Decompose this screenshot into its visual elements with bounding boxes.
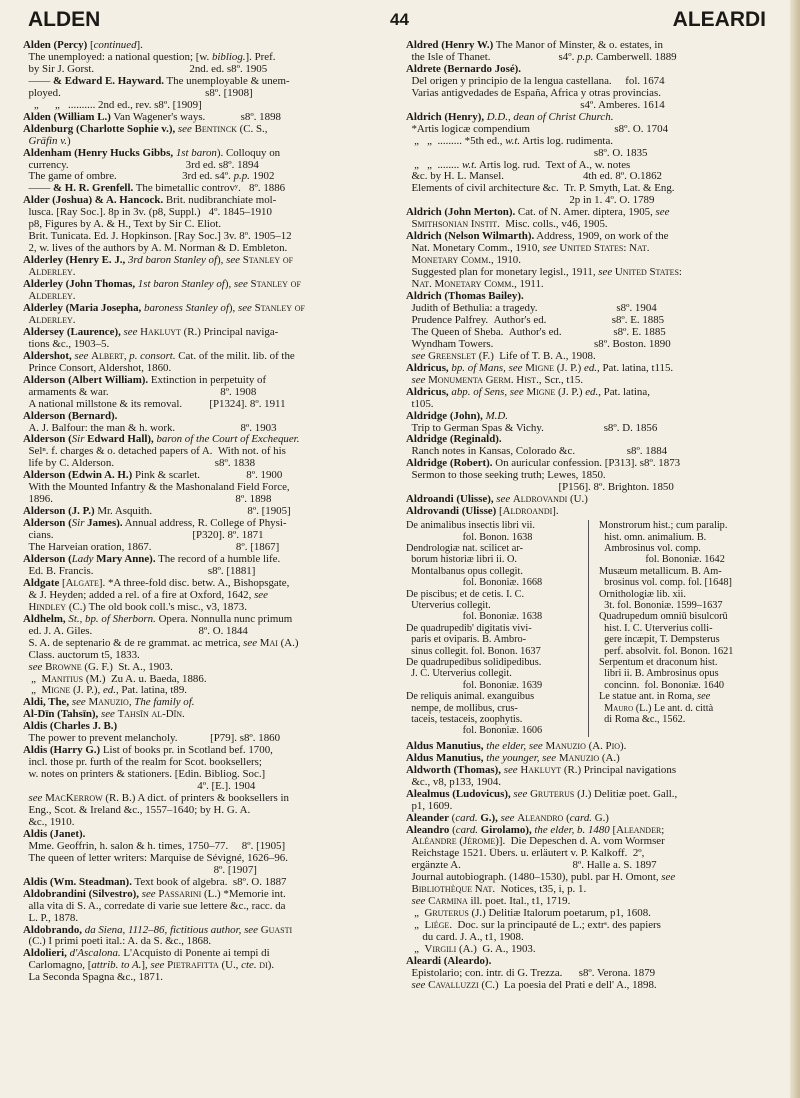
catalogue-line: Bibliothèque Nat. Notices, t35, i, p. 1. [411, 884, 587, 896]
catalogue-line: Aldis (Wm. Steadman). Text book of algebra. s8º. O. 1887 [23, 876, 287, 888]
catalogue-line: Le statue ant. in Roma, see [599, 691, 711, 703]
catalogue-line: Alderley (Henry E. J., 3rd baron Stanley of), see Stanley of [23, 255, 294, 267]
catalogue-line: Aldricus, bp. of Mans, see Migne (J. P.) ed., Pat. latina, t115. [406, 362, 674, 374]
catalogue-line: Alealmus (Ludovicus), see Gruterus (J.) Delitiæ poet. Gall., [406, 788, 678, 800]
catalogue-line: see MacKerrow (R. B.) A dict. of printers & booksellers in [28, 793, 289, 805]
catalogue-line: 2p in 1. 4º. O. 1789 [406, 195, 655, 207]
catalogue-line: hist. omn. animalium. B. [599, 531, 707, 543]
running-head-left: ALDEN [28, 8, 101, 31]
catalogue-line: Aldis (Janet). [23, 828, 86, 840]
catalogue-line: J. C. Uterverius collegit. [406, 668, 512, 680]
catalogue-line: (C.) I primi poeti ital.: A. da S. &c., 1868. [23, 936, 212, 948]
catalogue-line: De piscibus; et de cetis. I. C. [406, 588, 525, 600]
catalogue-line: The game of ombre. 3rd ed. s4º. p.p. 1902 [23, 171, 275, 183]
catalogue-line: The queen of letter writers: Marquise de Sévigné, 1626–96. [23, 852, 288, 864]
catalogue-line: Varias antigvedades de España, Africa y otras provincias. [406, 87, 661, 99]
catalogue-line: p8, Figures by A. & H., Text by Sir C. Eliot. [23, 219, 222, 231]
catalogue-line: Reichstage 1521. Übers. u. erläutert v. P. Kalkoff. 2º, [406, 848, 645, 860]
catalogue-line: Aldgate [Algate]. *A three-fold disc. betw. A., Bishopsgate, [23, 577, 290, 589]
catalogue-line: Class. auctorum t5, 1833. [23, 649, 140, 661]
catalogue-line: concinn. fol. Bononiæ. 1640 [599, 679, 724, 691]
catalogue-line: alla vita di S. A., corredate di varie sue lettere &c., racc. da [23, 900, 286, 912]
catalogue-line: brosinus vol. comp. fol. [1648] [599, 577, 732, 589]
catalogue-line: Aldred (Henry W.) The Manor of Minster, & o. estates, in [406, 40, 663, 51]
catalogue-line: Aléandre (Jérome)]. Die Depeschen d. A. vom Wormser [411, 836, 665, 848]
catalogue-line: t105. [406, 398, 434, 410]
running-head-right: ALEARDI [672, 8, 766, 31]
catalogue-line: fol. Bononiæ. 1642 [599, 554, 725, 566]
catalogue-line: see Monumenta Germ. Hist., Scr., t15. [411, 374, 584, 386]
catalogue-line: Quadrupedum omniū bisulcorū [599, 611, 728, 623]
catalogue-line: A national millstone & its removal. [P1324]. 8º. 1911 [23, 398, 286, 410]
catalogue-line: di Roma &c., 1562. [599, 714, 686, 726]
left-column [23, 40, 389, 984]
catalogue-line: *Artis logicæ compendium s8º. O. 1704 [406, 123, 669, 135]
catalogue-line: Aldridge (John), M.D. [406, 410, 508, 422]
catalogue-line: borum historiæ libri ii. O. [406, 554, 517, 566]
page-edge [790, 0, 800, 1098]
catalogue-line: Alderley. [28, 314, 76, 326]
catalogue-line: incl. those pr. furth of the realm for Scot. booksellers; [23, 757, 262, 769]
catalogue-line: De animalibus insectis libri vii. [406, 520, 535, 532]
catalogue-line: ergänzte A. 8º. Halle a. S. 1897 [406, 860, 657, 872]
catalogue-line: Del origen y principio de la lengua castellana. fol. 1674 [406, 75, 665, 87]
catalogue-line: Musæum metallicum. B. Am- [599, 565, 722, 577]
catalogue-line: „ Gruterus (J.) Delitiæ Italorum poetarum, p1, 1608. [406, 908, 651, 920]
catalogue-line: Ornithologiæ lib. xii. [599, 588, 686, 600]
catalogue-line: ed. J. A. Giles. 8º. O. 1844 [23, 625, 248, 637]
catalogue-line: A. J. Balfour: the man & h. work. 8º. 1903 [23, 422, 277, 434]
catalogue-line: see Browne (G. F.) St. A., 1903. [28, 661, 173, 673]
catalogue-line: tions &c., 1903–5. [23, 338, 110, 350]
catalogue-line: Aldrich (John Merton). Cat. of N. Amer. diptera, 1905, see [406, 207, 670, 219]
catalogue-line: s4º. Amberes. 1614 [406, 99, 665, 111]
right-column [406, 40, 779, 992]
catalogue-line: Aldrovandi (Ulisse) [Aldroandi]. [406, 506, 559, 518]
catalogue-line: L. P., 1878. [23, 912, 79, 924]
catalogue-line: Alder (Joshua) & A. Hancock. Brit. nudibranchiate mol- [23, 195, 277, 207]
catalogue-line: Aldus Manutius, the younger, see Manuzio (A.) [406, 752, 620, 764]
catalogue-line: Aldis (Harry G.) List of books pr. in Scotland bef. 1700, [23, 745, 273, 757]
catalogue-line: „ Migne (J. P.), ed., Pat. latina, t89. [23, 685, 188, 697]
catalogue-line: Alderley. [28, 267, 76, 279]
aldrovandi-works-left [406, 520, 589, 737]
catalogue-line: S. A. de septenario & de re grammat. ac metrica, see Mai (A.) [23, 637, 299, 649]
catalogue-line: De quadrupedib' digitatis vivi- [406, 622, 532, 634]
catalogue-line: Elements of civil architecture &c. Tr. P. Smyth, Lat. & Eng. [406, 183, 675, 195]
catalogue-line: Aldroandi (Ulisse), see Aldrovandi (U.) [406, 494, 588, 506]
catalogue-line: gere incæpit, T. Dempsterus [599, 634, 720, 646]
catalogue-line: „ „ ......... *5th ed., w.t. Artis log. rudimenta. [406, 135, 614, 147]
catalogue-line: Mme. Geoffrin, h. salon & h. times, 1750–77. 8º. [1905] [23, 840, 286, 852]
catalogue-line: sinus collegit. fol. Bonon. 1637 [406, 645, 541, 657]
catalogue-line: Aldolieri, d'Ascalona. L'Acquisto di Ponente ai tempi di [23, 948, 270, 960]
catalogue-line: see Carmina ill. poet. Ital., t1, 1719. [411, 896, 571, 908]
catalogue-line: Aldobrandini (Silvestro), see Passarini (L.) *Memorie int. [23, 888, 286, 900]
catalogue-line: ployed. s8º. [1908] [23, 87, 253, 99]
catalogue-line: 1896. 8º. 1898 [23, 494, 272, 506]
catalogue-line: „ Liége. Doc. sur la principauté de L.; extrˢ. des papiers [406, 920, 661, 932]
page-header [28, 8, 766, 34]
catalogue-line: Hindley (C.) The old book coll.'s misc., v3, 1873. [28, 601, 247, 613]
catalogue-line: Nat. Monetary Comm., 1910, see United States: Nat. [406, 243, 650, 255]
catalogue-line: Alderson (Lady Mary Anne). The record of a humble life. [23, 553, 281, 565]
catalogue-line: Aldworth (Thomas), see Hakluyt (R.) Principal navigations [406, 764, 677, 776]
catalogue-line: Alden (William L.) Van Wagener's ways. s8º. 1898 [23, 111, 281, 123]
catalogue-line: Ranch notes in Kansas, Colorado &c. s8º. 1884 [406, 446, 668, 458]
catalogue-line: &c., v8, p133, 1904. [406, 776, 501, 788]
catalogue-line: Epistolario; con. intr. di G. Trezza. s8º. Verona. 1879 [406, 967, 656, 979]
catalogue-line: lusca. [Ray Soc.]. 8p in 3v. (p8, Suppl.) 4º. 1845–1910 [23, 207, 272, 219]
catalogue-line: Journal autobiograph. (1480–1530), publ. par H. Omont, see [406, 872, 676, 884]
catalogue-line: The Queen of Sheba. Author's ed. s8º. E. 1885 [406, 326, 666, 338]
catalogue-line: Wyndham Towers. s8º. Boston. 1890 [406, 338, 671, 350]
catalogue-line: Prince Consort, Aldershot, 1860. [23, 362, 172, 374]
catalogue-line: by Sir J. Gorst. 2nd. ed. s8º. 1905 [23, 63, 268, 75]
catalogue-line: &c. by H. L. Mansel. 4th ed. 8º. O.1862 [406, 171, 662, 183]
catalogue-line: paris et oviparis. B. Ambro- [406, 634, 527, 646]
catalogue-line: Al-Dīn (Tahsīn), see Tahsīn al-Dīn. [23, 709, 185, 721]
catalogue-line: Trip to German Spas & Vichy. s8º. D. 1856 [406, 422, 658, 434]
catalogue-line: Alderson (Edwin A. H.) Pink & scarlet. 8º. 1900 [23, 470, 283, 482]
catalogue-line: Alderson (Sir James). Annual address, R. College of Physi- [23, 518, 287, 530]
catalogue-line: Dendrologiæ nat. scilicet ar- [406, 542, 524, 554]
page-number: 44 [390, 10, 409, 29]
aldrovandi-works-right [599, 520, 779, 737]
catalogue-line: Aleandro (card. Girolamo), the elder, b. 1480 [Aleander; [406, 824, 665, 836]
catalogue-line: fol. Bononiæ. 1638 [406, 611, 543, 623]
catalogue-line: Alden (Percy) [continued]. [23, 40, 143, 51]
catalogue-line: „ Manitius (M.) Zu A. u. Baeda, 1886. [23, 673, 207, 685]
catalogue-line: & J. Heyden; added a rel. of a fire at Oxford, 1642, see [23, 589, 268, 601]
catalogue-line: Brit. Tunicata. Ed. J. Hopkinson. [Ray Soc.] 3v. 8º. 1905–12 [23, 231, 292, 243]
catalogue-line: Uterverius collegit. [406, 599, 491, 611]
catalogue-line: Sermon to those seeking truth; Lewes, 1850. [406, 470, 606, 482]
catalogue-line: Suggested plan for monetary legisl., 1911, see United States: [406, 267, 682, 279]
catalogue-line: see Greenslet (F.) Life of T. B. A., 1908. [411, 350, 596, 362]
aldrovandi-works-table [406, 520, 779, 737]
catalogue-line: Aldrich (Henry), D.D., dean of Christ Church. [406, 111, 614, 123]
catalogue-line: Aldus Manutius, the elder, see Manuzio (A. Pio). [406, 740, 627, 752]
catalogue-line: Mauro (L.) Le ant. d. città [604, 702, 714, 714]
catalogue-line: 3t. fol. Bononiæ. 1599–1637 [599, 599, 723, 611]
catalogue-line: p1, 1609. [406, 800, 453, 812]
catalogue-line: Alderley (Maria Josepha, baroness Stanley of), see Stanley of [23, 302, 305, 314]
catalogue-line: Alderson (Sir Edward Hall), baron of the Court of Exchequer. [23, 434, 300, 446]
catalogue-line: fol. Bononiæ. 1668 [406, 577, 543, 589]
catalogue-line: currency. 3rd ed. s8º. 1894 [23, 159, 259, 171]
catalogue-line: Aldridge (Reginald). [406, 434, 502, 446]
catalogue-line: Alderson (Albert William). Extinction in perpetuity of [23, 374, 267, 386]
catalogue-line: &c., 1910. [23, 816, 75, 828]
catalogue-line: Monetary Comm., 1910. [411, 255, 521, 267]
catalogue-line: Aldrete (Bernardo José). [406, 63, 522, 75]
right-column-bottom [406, 741, 779, 992]
catalogue-line: hist. I. C. Uterverius colli- [599, 622, 713, 634]
catalogue-line: Selⁿ. f. charges & o. detached papers of A. With not. of his [23, 446, 286, 458]
catalogue-line: 8º. [1907] [23, 864, 257, 876]
catalogue-line: With the Mounted Infantry & the Mashonaland Field Force, [23, 482, 290, 494]
catalogue-line: Aldrich (Nelson Wilmarth). Address, 1909, on work of the [406, 231, 669, 243]
catalogue-line: Aldis (Charles J. B.) [23, 721, 118, 733]
catalogue-line: Serpentum et draconum hist. [599, 657, 718, 668]
catalogue-line: Aldrich (Thomas Bailey). [406, 291, 524, 303]
catalogue-line: Smithsonian Instit. Misc. colls., v46, 1905. [411, 219, 608, 231]
catalogue-line: libri ii. B. Ambrosinus opus [599, 668, 719, 680]
catalogue-line: Nat. Monetary Comm., 1911. [411, 279, 544, 291]
catalogue-line: Aldershot, see Albert, p. consort. Cat. of the milit. lib. of the [23, 350, 295, 362]
catalogue-line: Gräfin v.) [28, 135, 71, 147]
catalogue-line: Carlomagno, [attrib. to A.], see Pietrafitta (U., cte. di). [23, 960, 275, 972]
catalogue-line: 2, w. lives of the authors by A. M. Norman & D. Embleton. [23, 243, 288, 255]
catalogue-line: Aldobrando, da Siena, 1112–86, fictitious author, see Guasti [23, 924, 293, 936]
catalogue-line: see Cavalluzzi (C.) La poesia del Prati e dell' A., 1898. [411, 979, 657, 991]
catalogue-line: s8º. O. 1835 [406, 147, 648, 159]
catalogue-line: —— & H. R. Grenfell. The bimetallic controvʸ. 8º. 1886 [23, 183, 286, 195]
catalogue-line: Aldi, The, see Manuzio, The family of. [23, 697, 195, 709]
catalogue-line: fol. Bonon. 1638 [406, 531, 533, 543]
catalogue-line: Aleander (card. G.), see Aleandro (card. G.) [406, 812, 609, 824]
catalogue-line: —— & Edward E. Hayward. The unemployable & unem- [23, 75, 290, 87]
catalogue-line: perf. absolvit. fol. Bonon. 1621 [599, 645, 734, 657]
catalogue-line: 4º. [E.]. 1904 [23, 781, 256, 793]
catalogue-line: De quadrupedibus solidipedibus. [406, 657, 542, 668]
catalogue-line: armaments & war. 8º. 1908 [23, 386, 257, 398]
catalogue-line: Montalbanus opus collegit. [406, 565, 523, 577]
catalogue-line: Monstrorum hist.; cum paralip. [599, 520, 728, 532]
catalogue-line: The unemployed: a national question; [w. bibliog.]. Pref. [23, 51, 276, 63]
catalogue-line: Alderson (J. P.) Mr. Asquith. 8º. [1905] [23, 506, 291, 518]
catalogue-line: du card. J. A., t1, 1908. [406, 932, 524, 944]
catalogue-line: The power to prevent melancholy. [P79]. s8º. 1860 [23, 733, 281, 745]
catalogue-line: the Isle of Thanet. s4º. p.p. Camberwell. 1889 [406, 51, 677, 63]
catalogue-line: life by C. Alderson. s8º. 1838 [23, 458, 256, 470]
catalogue-line: [P156]. 8º. Brighton. 1850 [406, 482, 674, 494]
catalogue-line: Aleardi (Aleardo). [406, 956, 492, 967]
catalogue-line: fol. Bononiæ. 1606 [406, 725, 543, 737]
catalogue-line: nempe, de mollibus, crus- [406, 702, 518, 714]
catalogue-line: Ed. B. Francis. s8º. [1881] [23, 565, 256, 577]
catalogue-line: Alderley (John Thomas, 1st baron Stanley of), see Stanley of [23, 279, 301, 291]
catalogue-line: Ambrosinus vol. comp. [599, 542, 701, 554]
catalogue-line: Aldricus, abp. of Sens, see Migne (J. P.) ed., Pat. latina, [406, 386, 650, 398]
catalogue-line: „ „ ........ w.t. Artis log. rud. Text of A., w. notes [406, 159, 631, 171]
catalogue-line: „ Virgili (A.) G. A., 1903. [406, 944, 536, 956]
catalogue-line: De reliquis animal. exanguibus [406, 691, 535, 703]
right-column-top [406, 40, 779, 518]
catalogue-line: Alderson (Bernard). [23, 410, 118, 422]
catalogue-line: The Harveian oration, 1867. 8º. [1867] [23, 542, 280, 554]
catalogue-line: Aldhelm, St., bp. of Sherborn. Opera. Nonnulla nunc primum [23, 613, 293, 625]
catalogue-line: Aldridge (Robert). On auricular confession. [P313]. s8º. 1873 [406, 458, 681, 470]
catalogue-line: Aldenham (Henry Hucks Gibbs, 1st baron). Colloquy on [23, 147, 281, 159]
catalogue-line: Aldenburg (Charlotte Sophie v.), see Bentinck (C. S., [23, 123, 268, 135]
catalogue-line: Eng., Scot. & Ireland &c., 1557–1640; by H. G. A. [23, 805, 251, 816]
catalogue-line: cians. [P320]. 8º. 1871 [23, 530, 264, 542]
catalogue-line: La Seconda Spagna &c., 1871. [23, 972, 164, 984]
catalogue-line: „ „ .......... 2nd ed., rev. s8º. [1909] [23, 99, 202, 111]
catalogue-line: Judith of Bethulia: a tragedy. s8º. 1904 [406, 302, 657, 314]
catalogue-line: Prudence Palfrey. Author's ed. s8º. E. 1885 [406, 314, 665, 326]
catalogue-line: Aldersey (Laurence), see Hakluyt (R.) Principal naviga- [23, 326, 279, 338]
catalogue-line: taceis, testaceis, zoophytis. [406, 714, 523, 726]
catalogue-line: w. notes on printers & stationers. [Edin. Bibliog. Soc.] [23, 769, 266, 781]
catalogue-line: Alderley. [28, 291, 76, 303]
catalogue-line: fol. Bononiæ. 1639 [406, 679, 543, 691]
